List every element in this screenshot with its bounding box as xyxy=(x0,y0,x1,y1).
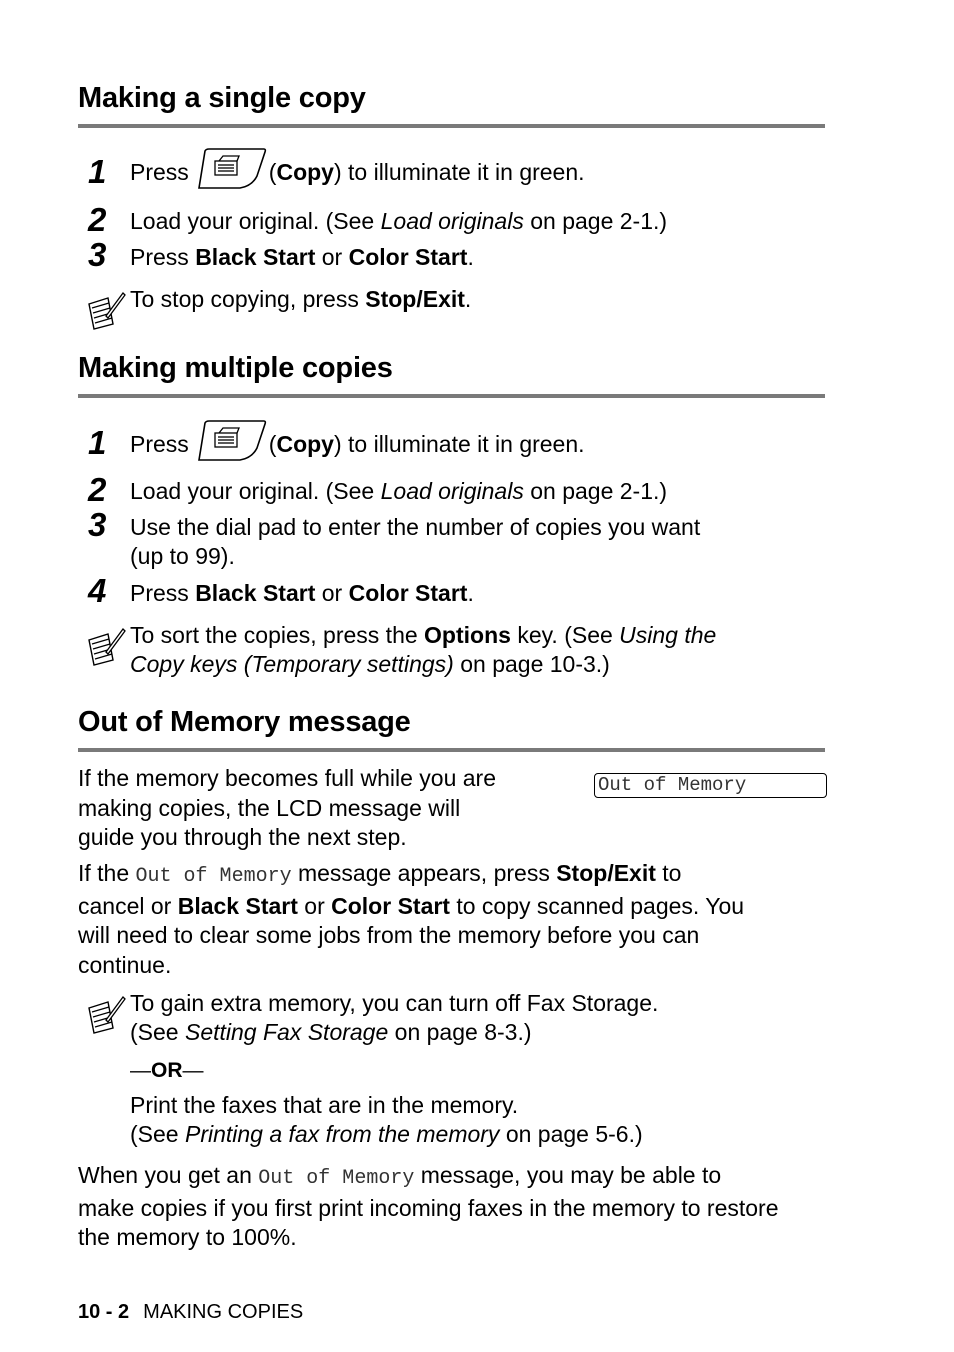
page-number: 10 - 2 xyxy=(78,1301,130,1323)
memory-paragraph xyxy=(78,859,838,981)
step-text: Load your original. (See xyxy=(130,208,381,234)
step-2-text xyxy=(130,477,667,506)
step-4-text xyxy=(130,579,474,608)
step-number: 3 xyxy=(88,506,107,543)
dash: — xyxy=(130,1059,151,1082)
lcd-message-inline: Out of Memory xyxy=(135,865,292,888)
step-text: ) to illuminate it in green. xyxy=(333,159,585,186)
cross-reference: Setting Fax Storage xyxy=(184,1019,389,1045)
text: (See xyxy=(130,1121,185,1147)
key-name: Black Start xyxy=(195,580,316,606)
note-line-1: To gain extra memory, you can turn off Fax Storage. xyxy=(130,990,659,1016)
note-pencil-icon xyxy=(86,290,126,330)
step-text: on page 2-1.) xyxy=(523,478,668,504)
step-3-line-2: (up to 99). xyxy=(130,543,235,569)
key-name: Color Start xyxy=(348,244,468,270)
section-title-out-of-memory: Out of Memory message xyxy=(78,706,411,738)
paragraph-line xyxy=(78,1161,838,1194)
key-name: Color Start xyxy=(331,892,450,919)
key-name: Stop/Exit xyxy=(556,860,656,886)
step-text: on page 2-1.) xyxy=(523,208,668,234)
note-line-4 xyxy=(130,1120,643,1149)
text: on page 8-3.) xyxy=(388,1019,532,1045)
step-text: Press xyxy=(130,244,196,270)
dash: — xyxy=(182,1059,204,1082)
note-pencil-icon xyxy=(86,994,126,1034)
step-number: 2 xyxy=(88,201,107,238)
intro-line: making copies, the LCD message will xyxy=(78,794,461,821)
note-text-line-1 xyxy=(130,621,716,650)
section-title-multiple-copies: Making multiple copies xyxy=(78,352,393,384)
intro-line: guide you through the next step. xyxy=(78,824,407,851)
step-3-line-1: Use the dial pad to enter the number of copies you want xyxy=(130,514,701,540)
cross-reference: Printing a fax from the memory xyxy=(184,1121,500,1147)
step-text: ) to illuminate it in green. xyxy=(333,431,585,458)
copy-key-label: Copy xyxy=(276,159,334,186)
note-line-3: Print the faxes that are in the memory. xyxy=(130,1092,519,1118)
note-text-part: key. (See xyxy=(510,622,620,648)
step-number: 4 xyxy=(88,572,107,609)
step-text: . xyxy=(467,580,474,606)
key-name: Stop/Exit xyxy=(365,286,465,312)
paragraph-line: will need to clear some jobs from the memory before you can xyxy=(78,922,700,949)
copy-key-icon xyxy=(195,420,267,462)
or-separator xyxy=(130,1056,204,1085)
copy-key-label: Copy xyxy=(276,431,334,458)
note-text xyxy=(130,285,471,314)
text: When you get an xyxy=(78,1162,259,1188)
step-1-text: Press (Copy) to illuminate it in green. xyxy=(130,158,585,190)
note-text-part: on page 10-3.) xyxy=(453,651,610,677)
step-text: Press xyxy=(130,159,189,186)
key-name: Black Start xyxy=(177,892,298,919)
text: (See xyxy=(130,1019,185,1045)
step-number: 1 xyxy=(88,153,107,190)
note-line-2 xyxy=(130,1018,532,1047)
text: message appears, press xyxy=(291,860,557,886)
intro-line: If the memory becomes full while you are xyxy=(78,765,497,791)
section-title-single-copy: Making a single copy xyxy=(78,82,366,114)
note-text-line-2 xyxy=(130,650,610,679)
section-rule xyxy=(78,394,825,398)
key-name: Color Start xyxy=(348,580,468,606)
text: cancel or xyxy=(78,892,178,919)
key-name: Options xyxy=(424,622,511,648)
closing-paragraph xyxy=(78,1161,838,1253)
step-text: or xyxy=(315,244,349,270)
step-number: 3 xyxy=(88,236,107,273)
section-rule xyxy=(78,748,825,752)
text: message, you may be able to xyxy=(414,1162,722,1188)
or-label: OR xyxy=(151,1059,183,1082)
step-2-text xyxy=(130,207,667,236)
paragraph-line xyxy=(78,859,838,892)
intro-paragraph xyxy=(78,764,548,853)
step-text: Press xyxy=(130,580,196,606)
step-1-text: Press (Copy) to illuminate it in green. xyxy=(130,430,585,462)
section-rule xyxy=(78,124,825,128)
paragraph-line: continue. xyxy=(78,952,172,979)
text: to xyxy=(655,860,682,886)
step-text: . xyxy=(467,244,474,270)
page-footer xyxy=(78,1301,303,1324)
chapter-name: MAKING COPIES xyxy=(143,1301,304,1323)
cross-reference: Load originals xyxy=(380,478,524,504)
note-pencil-icon xyxy=(86,626,126,666)
note-text-part: To sort the copies, press the xyxy=(130,622,425,648)
step-text: Load your original. (See xyxy=(130,478,381,504)
text: on page 5-6.) xyxy=(499,1121,643,1147)
note-text-part: . xyxy=(464,286,472,312)
text: or xyxy=(297,892,332,919)
key-name: Black Start xyxy=(195,244,316,270)
step-3-text xyxy=(130,243,474,272)
cross-reference: Using the xyxy=(619,622,717,648)
step-text: or xyxy=(315,580,349,606)
step-number: 1 xyxy=(88,424,107,461)
cross-reference: Load originals xyxy=(380,208,524,234)
paragraph-line: make copies if you first print incoming faxes in the memory to restore xyxy=(78,1194,779,1221)
text: to copy scanned pages. You xyxy=(449,892,745,919)
paragraph-line xyxy=(78,892,838,922)
cross-reference: Copy keys (Temporary settings) xyxy=(130,651,454,677)
lcd-message-inline: Out of Memory xyxy=(258,1167,415,1190)
step-number: 2 xyxy=(88,471,107,508)
note-text-part: To stop copying, press xyxy=(130,286,366,312)
copy-key-icon xyxy=(195,148,267,190)
text: If the xyxy=(78,860,136,886)
step-text: Press xyxy=(130,431,189,458)
paragraph-line: the memory to 100%. xyxy=(78,1224,297,1251)
lcd-display: Out of Memory xyxy=(594,773,827,798)
